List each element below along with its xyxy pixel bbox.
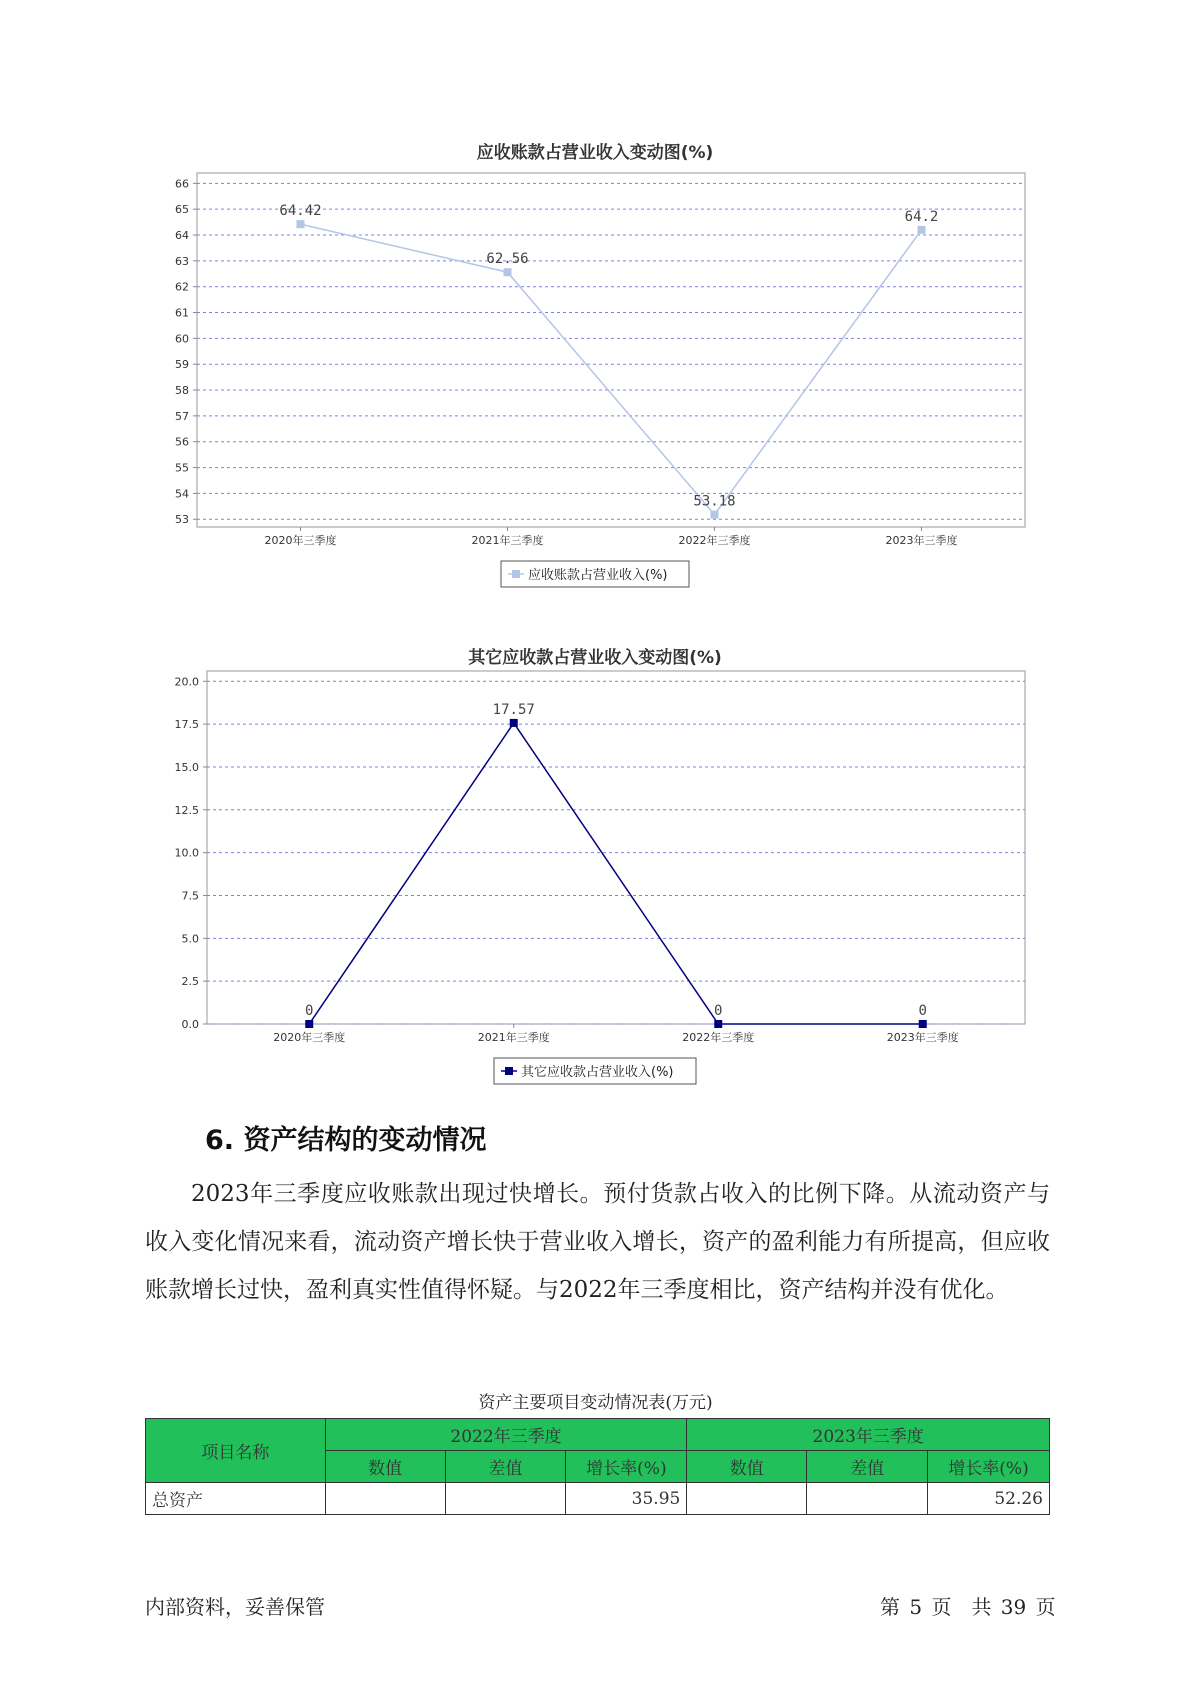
p2-diff-header: 差值 — [807, 1451, 928, 1483]
y-tick-label: 2.5 — [181, 975, 199, 989]
p1-diff-cell — [445, 1483, 566, 1515]
period2-header: 2023年三季度 — [687, 1419, 1050, 1451]
data-point — [919, 1020, 927, 1028]
legend-marker — [505, 1067, 513, 1075]
y-tick-label: 55 — [175, 461, 189, 475]
footer-confidential: 内部资料，妥善保管 — [145, 1595, 325, 1619]
p2-growth-cell: 52.26 — [928, 1483, 1050, 1515]
y-tick-label: 60 — [175, 332, 189, 346]
y-tick-label: 7.5 — [181, 889, 199, 903]
x-tick-label: 2021年三季度 — [477, 1031, 550, 1044]
y-tick-label: 66 — [175, 177, 189, 191]
y-tick-label: 54 — [175, 487, 189, 501]
y-tick-label: 57 — [175, 409, 189, 423]
data-label: 62.56 — [486, 251, 529, 268]
y-tick-label: 62 — [175, 280, 189, 294]
data-label: 0 — [305, 1003, 314, 1019]
x-tick-label: 2020年三季度 — [273, 1031, 346, 1044]
table-caption: 资产主要项目变动情况表(万元) — [478, 1393, 713, 1413]
legend-marker — [512, 570, 520, 578]
x-tick-label: 2022年三季度 — [678, 534, 751, 547]
period1-header: 2022年三季度 — [325, 1419, 687, 1451]
y-tick-label: 20.0 — [174, 675, 199, 689]
y-tick-label: 17.5 — [174, 718, 199, 732]
data-label: 0 — [918, 1003, 927, 1019]
receivables-ratio-chart — [0, 125, 1191, 595]
chart-title: 其它应收款占营业收入变动图(%) — [468, 648, 722, 668]
p1-value-header: 数值 — [325, 1451, 445, 1483]
y-tick-label: 15.0 — [174, 760, 199, 774]
y-tick-label: 64 — [175, 229, 189, 243]
y-tick-label: 58 — [175, 384, 189, 398]
data-label: 53.18 — [693, 493, 736, 510]
chart-title: 应收账款占营业收入变动图(%) — [476, 143, 714, 163]
data-label: 64.42 — [279, 203, 322, 220]
y-tick-label: 12.5 — [174, 803, 199, 817]
legend-label: 应收账款占营业收入(%) — [528, 568, 668, 583]
data-point — [305, 1020, 313, 1028]
data-point — [510, 719, 518, 727]
x-tick-label: 2022年三季度 — [682, 1031, 755, 1044]
asset-change-table — [145, 1418, 1050, 1515]
y-tick-label: 53 — [175, 513, 189, 527]
item-name-header: 项目名称 — [146, 1419, 326, 1483]
p2-growth-header: 增长率(%) — [928, 1451, 1050, 1483]
y-tick-label: 0.0 — [181, 1018, 199, 1031]
y-tick-label: 61 — [175, 306, 189, 320]
plot-area — [197, 173, 1025, 527]
data-label: 17.57 — [492, 701, 535, 718]
p2-value-header: 数值 — [687, 1451, 807, 1483]
y-tick-label: 65 — [175, 203, 189, 217]
p1-growth-header: 增长率(%) — [566, 1451, 687, 1483]
data-point — [504, 268, 512, 276]
y-tick-label: 10.0 — [174, 846, 199, 860]
data-point — [714, 1020, 722, 1028]
data-point — [297, 220, 305, 228]
x-tick-label: 2020年三季度 — [264, 534, 337, 547]
y-tick-label: 63 — [175, 254, 189, 268]
x-tick-label: 2023年三季度 — [886, 1031, 959, 1044]
section-paragraph: 2023年三季度应收账款出现过快增长。预付货款占收入的比例下降。从流动资产与收入变化情况来看，流动资产增长快于营业收入增长，资产的盈利能力有所提高，但应收账款增长过快，盈利真实性值得怀疑。与2022年三季度相比，资产结构并没有优化。 — [145, 1181, 1050, 1303]
other-receivables-ratio-chart — [0, 625, 1191, 1095]
row-name: 总资产 — [146, 1483, 326, 1515]
receivables-ratio-chart-svg — [0, 125, 1191, 595]
legend-label: 其它应收款占营业收入(%) — [521, 1065, 674, 1080]
p2-diff-cell — [807, 1483, 928, 1515]
data-point — [711, 511, 719, 519]
p2-value-cell — [687, 1483, 807, 1515]
other-receivables-ratio-chart-svg — [0, 625, 1191, 1095]
section-heading: 6. 资产结构的变动情况 — [205, 1125, 487, 1156]
y-tick-label: 56 — [175, 435, 189, 449]
table-row — [146, 1483, 1050, 1515]
footer-page-number: 第 5 页 共 39 页 — [880, 1595, 1056, 1619]
x-tick-label: 2023年三季度 — [885, 534, 958, 547]
x-tick-label: 2021年三季度 — [471, 534, 544, 547]
data-label: 0 — [714, 1003, 723, 1019]
p1-growth-cell: 35.95 — [566, 1483, 687, 1515]
p1-diff-header: 差值 — [445, 1451, 566, 1483]
y-tick-label: 59 — [175, 358, 189, 372]
data-label: 64.2 — [904, 208, 939, 225]
data-point — [918, 226, 926, 234]
y-tick-label: 5.0 — [181, 932, 199, 946]
p1-value-cell — [325, 1483, 445, 1515]
